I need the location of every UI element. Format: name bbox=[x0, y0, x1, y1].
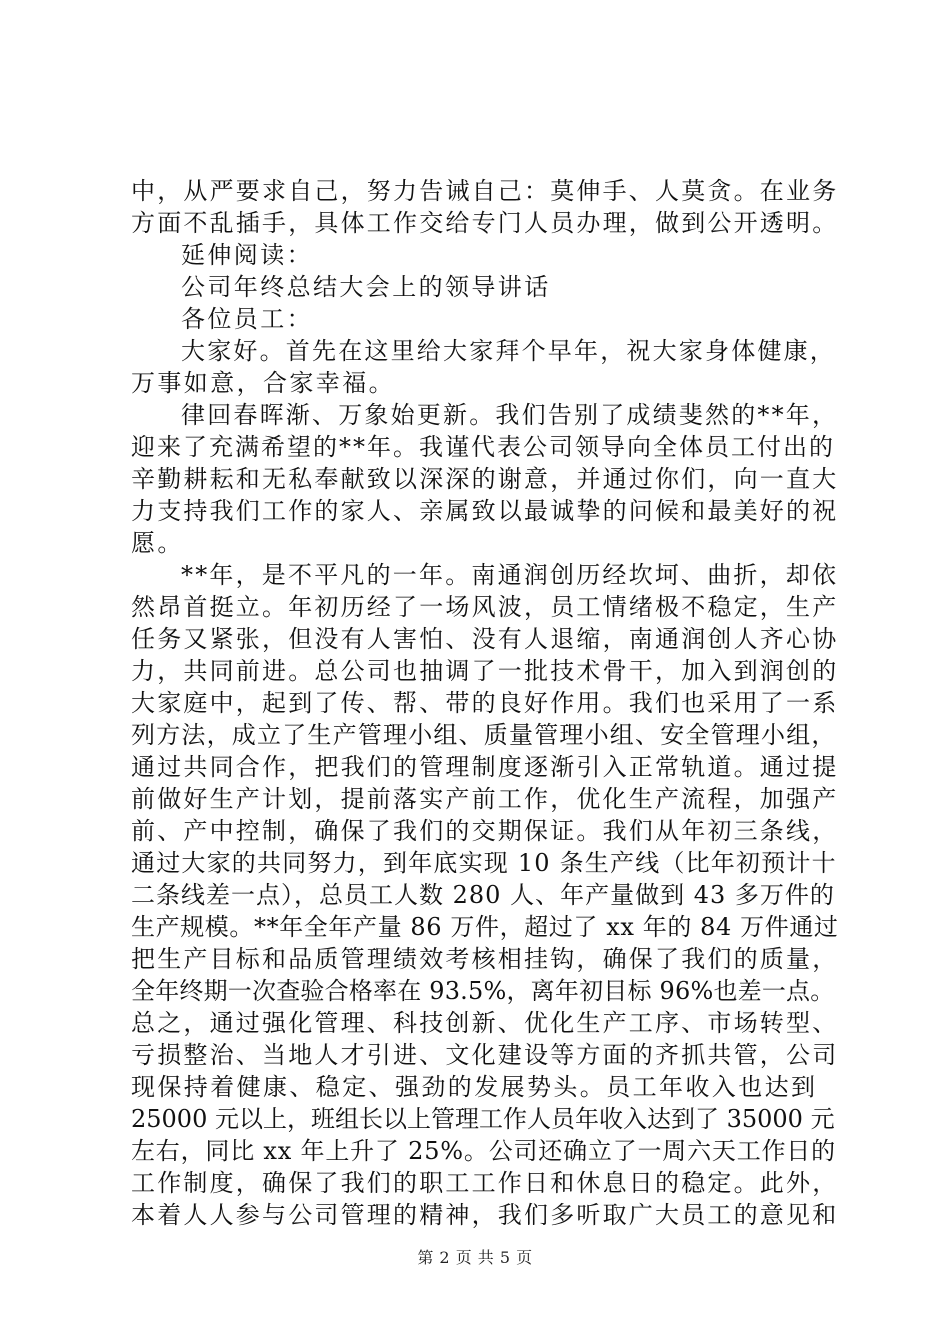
text-line: 亏损整治、当地人才引进、文化建设等方面的齐抓共管，公司 bbox=[131, 1041, 839, 1069]
text-line: 二条线差一点），总员工人数 280 人、年产量做到 43 多万件的 bbox=[131, 881, 835, 909]
text-line: 大家庭中，起到了传、帮、带的良好作用。我们也采用了一系 bbox=[131, 689, 839, 717]
section-heading: 延伸阅读： bbox=[181, 241, 313, 269]
text-line: 左右，同比 xx 年上升了 25%。公司还确立了一周六天工作日的 bbox=[131, 1137, 836, 1165]
page-number: 第 2 页 共 5 页 bbox=[417, 1248, 533, 1267]
text-line: 25000 元以上，班组长以上管理工作人员年收入达到了 35000 元 bbox=[131, 1105, 835, 1133]
text-line: 方面不乱插手，具体工作交给专门人员办理，做到公开透明。 bbox=[131, 209, 839, 237]
text-line: 通过共同合作，把我们的管理制度逐渐引入正常轨道。通过提 bbox=[131, 753, 839, 781]
text-line: 力，共同前进。总公司也抽调了一批技术骨干，加入到润创的 bbox=[131, 657, 839, 685]
text-line: 迎来了充满希望的**年。我谨代表公司领导向全体员工付出的 bbox=[131, 433, 835, 461]
text-line: 把生产目标和品质管理绩效考核相挂钩，确保了我们的质量， bbox=[131, 945, 839, 973]
text-line: 工作制度，确保了我们的职工工作日和休息日的稳定。此外， bbox=[131, 1169, 839, 1197]
text-line: 前做好生产计划，提前落实产前工作，优化生产流程，加强产 bbox=[131, 785, 839, 813]
text-line: 中，从严要求自己，努力告诫自己：莫伸手、人莫贪。在业务 bbox=[131, 177, 839, 205]
text-line: 辛勤耕耘和无私奉献致以深深的谢意，并通过你们，向一直大 bbox=[131, 465, 839, 493]
text-line: **年，是不平凡的一年。南通润创历经坎坷、曲折，却依 bbox=[181, 561, 839, 589]
page-footer bbox=[0, 1245, 950, 1268]
document-body bbox=[131, 175, 839, 1231]
text-line: 通过大家的共同努力，到年底实现 10 条生产线（比年初预计十 bbox=[131, 849, 837, 877]
text-line: 本着人人参与公司管理的精神，我们多听取广大员工的意见和 bbox=[131, 1201, 839, 1229]
text-line: 然昂首挺立。年初历经了一场风波，员工情绪极不稳定，生产 bbox=[131, 593, 839, 621]
text-line: 任务又紧张，但没有人害怕、没有人退缩，南通润创人齐心协 bbox=[131, 625, 839, 653]
text-line: 律回春晖渐、万象始更新。我们告别了成绩斐然的**年， bbox=[181, 401, 839, 429]
salutation: 各位员工： bbox=[181, 305, 313, 333]
text-line: 万事如意，合家幸福。 bbox=[131, 369, 395, 397]
text-line: 全年终期一次查验合格率在 93.5%，离年初目标 96%也差一点。 bbox=[131, 977, 835, 1005]
text-line: 现保持着健康、稳定、强劲的发展势头。员工年收入也达到 bbox=[131, 1073, 818, 1101]
text-line: 前、产中控制，确保了我们的交期保证。我们从年初三条线， bbox=[131, 817, 839, 845]
text-line: 力支持我们工作的家人、亲属致以最诚挚的问候和最美好的祝 bbox=[131, 497, 839, 525]
article-title: 公司年终总结大会上的领导讲话 bbox=[181, 273, 551, 301]
text-line: 大家好。首先在这里给大家拜个早年，祝大家身体健康， bbox=[181, 337, 836, 365]
text-line: 总之，通过强化管理、科技创新、优化生产工序、市场转型、 bbox=[131, 1009, 839, 1037]
text-line: 列方法，成立了生产管理小组、质量管理小组、安全管理小组， bbox=[131, 721, 837, 749]
text-line: 生产规模。**年全年产量 86 万件，超过了 xx 年的 84 万件通过 bbox=[131, 913, 839, 941]
text-line: 愿。 bbox=[131, 529, 184, 557]
